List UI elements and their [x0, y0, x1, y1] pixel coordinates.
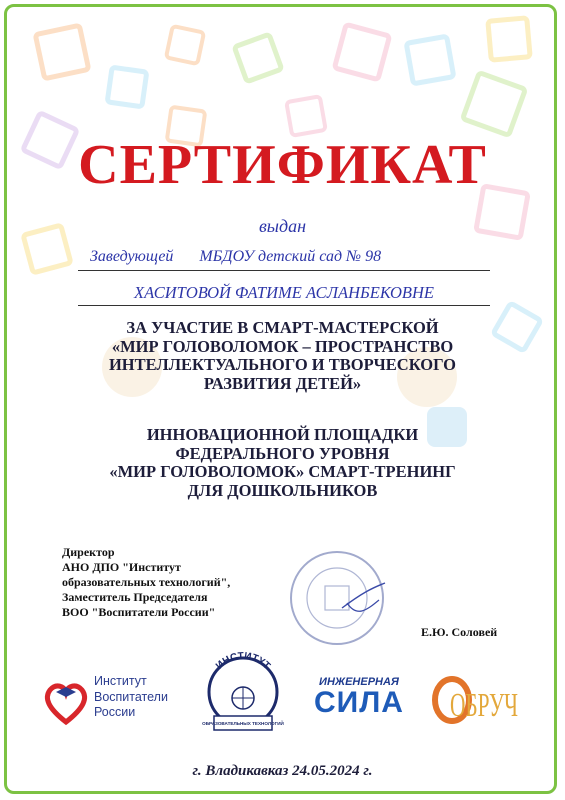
participation-text [50, 319, 515, 393]
position-text: Заведующей [90, 248, 174, 265]
logo-text-line: России [94, 705, 136, 719]
logo-text-line: Воспитатели [94, 689, 168, 704]
platform-line: ИННОВАЦИОННОЙ ПЛОЩАДКИ [146, 425, 419, 444]
decor-square [331, 21, 392, 82]
signatory-line: АНО ДПО "Институт [62, 560, 181, 574]
issued-label: выдан [258, 216, 307, 236]
decor-square [284, 94, 328, 138]
logo-text-line: Институт [94, 674, 147, 688]
logo-top-text: ИНЖЕНЕРНАЯ [319, 676, 399, 688]
participation-line: РАЗВИТИЯ ДЕТЕЙ» [203, 373, 362, 393]
decor-square [459, 69, 528, 138]
decor-square [32, 22, 91, 81]
decor-square [104, 64, 149, 109]
recipient-name: ХАСИТОВОЙ ФАТИМЕ АСЛАНБЕКОВНЕ [78, 283, 490, 306]
platform-line: ДЛЯ ДОШКОЛЬНИКОВ [187, 480, 378, 500]
logo-text: ОБРУЧ [450, 687, 518, 724]
decor-square [403, 33, 456, 86]
signatory-line: Директор [62, 545, 115, 559]
obruch-logo [430, 674, 522, 724]
place-and-date: г. Владикавказ 24.05.2024 г. [192, 763, 373, 779]
emblem-top-text: ИНСТИТУТ [213, 650, 273, 672]
signatory-line: Заместитель Председателя [62, 590, 208, 604]
recipient-position-line [78, 248, 490, 271]
organization-text: МБДОУ детский сад № 98 [199, 248, 382, 265]
signatory-line: образовательных технологий", [62, 575, 231, 589]
signatory-block [62, 545, 292, 620]
logo-main-text: СИЛА [314, 686, 404, 719]
participation-line: «МИР ГОЛОВОЛОМОК – ПРОСТРАНСТВО [111, 336, 454, 356]
participation-line: ЗА УЧАСТИЕ В СМАРТ-МАСТЕРСКОЙ [126, 318, 439, 337]
platform-text [50, 426, 515, 500]
emblem-bottom-text: ОБРАЗОВАТЕЛЬНЫХ ТЕХНОЛОГИЙ [202, 721, 284, 726]
certificate-title: СЕРТИФИКАТ [78, 134, 487, 196]
platform-line: «МИР ГОЛОВОЛОМОК» СМАРТ-ТРЕНИНГ [109, 462, 456, 481]
institute-emblem-logo [202, 650, 284, 740]
signatory-name: Е.Ю. Соловей [421, 625, 498, 639]
participation-line: ИНТЕЛЛЕКТУАЛЬНОГО И ТВОРЧЕСКОГО [108, 355, 457, 374]
official-seal [287, 548, 387, 648]
decor-square [231, 31, 285, 85]
decor-square [164, 24, 207, 67]
vospitateli-rossii-logo [42, 672, 172, 732]
heart-icon [42, 678, 90, 726]
decor-square [485, 15, 533, 63]
platform-line: ФЕДЕРАЛЬНОГО УРОВНЯ [175, 443, 390, 463]
signatory-line: ВОО "Воспитатели России" [62, 605, 216, 619]
engineering-power-logo [314, 676, 404, 724]
